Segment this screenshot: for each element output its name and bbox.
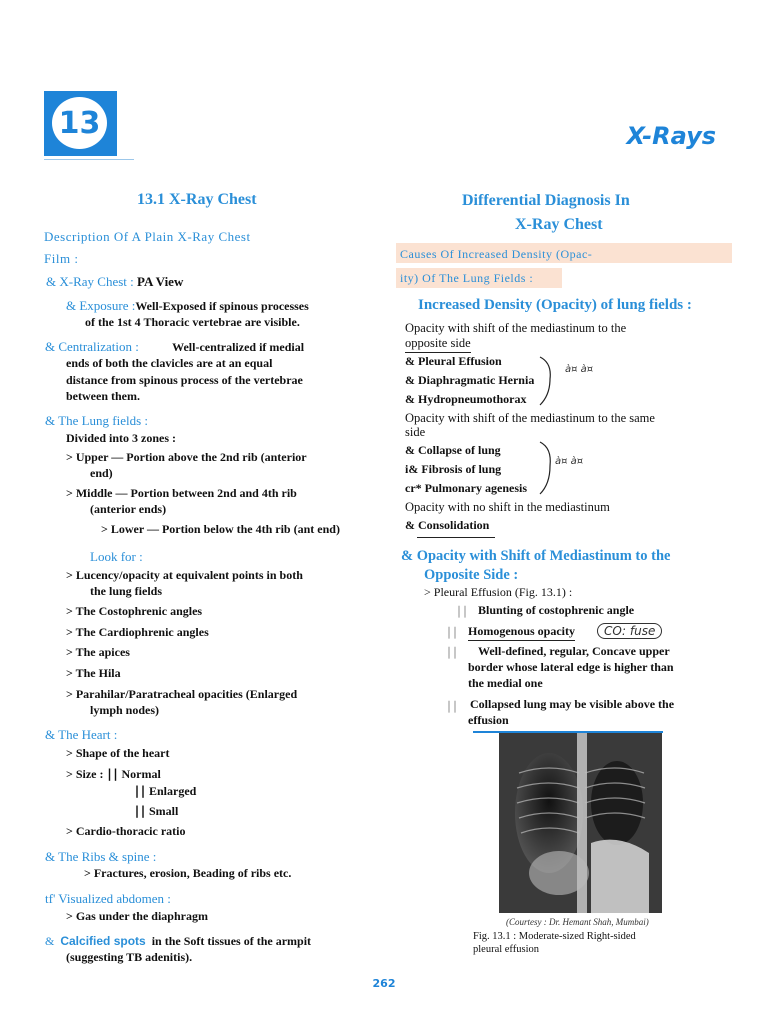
look-item: > The Costophrenic angles [66,604,203,618]
calcified-text: in the Soft tissues of the armpit [151,934,312,948]
consolidation: & Consolidation [405,518,490,532]
same-side-text: Opacity with shift of the mediastinum to the same [405,411,655,425]
opposite-side-text: Opacity with shift of the mediastinum to the [405,321,627,335]
no-shift-text: Opacity with no shift in the mediastinum [405,500,610,514]
zone-upper-2: end) [90,466,113,480]
look-item: lymph nodes) [90,703,160,717]
pen-note-2: à¤ à¤ [555,456,584,467]
courtesy-text: (Courtesy : Dr. Hemant Shah, Mumbai) [506,917,649,927]
look-item: > Lucency/opacity at equivalent points in both [66,568,303,582]
heart-size: > Size : ∣∣ Normal [66,767,161,781]
pulmonary-agenesis: cr* Pulmonary agenesis [405,481,527,495]
dd-title-2: X-Ray Chest [515,216,603,233]
same-side-text-2: side [405,425,426,439]
well-defined-2: border whose lateral edge is higher than [468,660,674,674]
pa-value: PA View [137,274,184,289]
collapsed-lung: Collapsed lung may be visible above the [470,697,675,711]
bullet: ∣∣ [456,604,468,618]
look-item: > The Hila [66,666,121,680]
calc-prefix: & [45,934,55,948]
causes-heading-2: ity) Of The Lung Fields : [400,271,534,285]
centralization-label: & Centralization : [45,339,139,354]
description-heading: Description Of A Plain X-Ray Chest [44,229,251,244]
ribs-label: & The Ribs & spine : [45,849,157,864]
chapter-number-box [44,91,117,156]
look-for-label: Look for : [90,549,143,564]
pa-label: & X-Ray Chest : [46,274,134,289]
pen-note-3: CO: fuse [597,623,662,639]
homogenous-opacity: Homogenous opacity [468,623,575,641]
calcified-text-2: (suggesting TB adenitis). [66,950,193,964]
heart-small: ∣∣ Small [134,804,179,818]
exposure-text-2: of the 1st 4 Thoracic vertebrae are visible. [85,315,300,329]
bullet: ∣∣ [446,699,458,713]
lung-fields-label: & The Lung fields : [45,413,149,428]
increased-density-title: Increased Density (Opacity) of lung fields : [418,297,692,313]
heart-enlarged: ∣∣ Enlarged [134,784,197,798]
calcified-label: Calcified spots [60,934,146,948]
opp-side-title-2: Opposite Side : [424,567,519,583]
centralization-text: Well-centralized if medial [172,340,305,354]
diaphragmatic-hernia: & Diaphragmatic Hernia [405,373,535,387]
collapse-lung: & Collapse of lung [405,443,501,457]
hydropneumothorax: & Hydropneumothorax [405,392,527,406]
look-item: > The Cardiophrenic angles [66,625,209,639]
bullet: ∣∣ [446,645,458,659]
brace-mark [538,355,598,407]
look-item: > The apices [66,645,130,659]
look-item: the lung fields [90,584,163,598]
opposite-side-text-2: opposite side [405,335,471,353]
section-title: 13.1 X-Ray Chest [137,191,257,208]
well-defined: Well-defined, regular, Concave upper [478,644,670,658]
blunting: Blunting of costophrenic angle [478,603,635,617]
figure-caption-2: pleural effusion [473,944,539,955]
exposure-label: & Exposure : [66,298,136,313]
fibrosis-lung: i& Fibrosis of lung [405,462,502,476]
figure-caption: Fig. 13.1 : Moderate-sized Right-sided [473,931,636,942]
zone-middle: > Middle — Portion between 2nd and 4th rib [66,486,297,500]
pleural-effusion: & Pleural Effusion [405,354,502,368]
pen-note: à¤ à¤ [565,364,594,375]
zone-lower: > Lower — Portion below the 4th rib (ant end) [101,522,340,536]
abdomen-label: tf' Visualized abdomen : [45,891,171,906]
collapsed-lung-2: effusion [468,713,509,727]
centralization-text-2: ends of both the clavicles are at an equal [66,356,273,370]
zone-upper: > Upper — Portion above the 2nd rib (anterior [66,450,307,464]
brace-mark-2 [538,440,598,496]
description-heading-2: Film : [44,251,79,266]
lung-zones: Divided into 3 zones : [66,431,177,445]
pleural-fig: > Pleural Effusion (Fig. 13.1) : [424,585,573,599]
xray-image [499,733,662,913]
well-defined-3: the medial one [468,676,543,690]
page-number: 262 [372,977,396,990]
opp-side-title: & Opacity with Shift of Mediastinum to the [401,548,671,564]
chapter-divider [44,159,134,160]
centralization-text-4: between them. [66,389,140,403]
chapter-number: 13 [52,97,107,149]
centralization-text-3: distance from spinous process of the vertebrae [66,373,303,387]
abdomen-text: > Gas under the diaphragm [66,909,208,923]
zone-middle-2: (anterior ends) [90,502,167,516]
dd-title: Differential Diagnosis In [462,192,630,209]
heart-label: & The Heart : [45,727,118,742]
heart-shape: > Shape of the heart [66,746,170,760]
bullet: ∣∣ [446,625,458,639]
ribs-text: > Fractures, erosion, Beading of ribs etc. [84,866,292,880]
exposure-text: Well-Exposed if spinous processes [135,299,309,313]
look-item: > Parahilar/Paratracheal opacities (Enlarged [66,687,298,701]
heart-ratio: > Cardio-thoracic ratio [66,824,186,838]
chapter-title: X-Rays [626,122,716,150]
causes-heading: Causes Of Increased Density (Opac- [400,247,593,261]
